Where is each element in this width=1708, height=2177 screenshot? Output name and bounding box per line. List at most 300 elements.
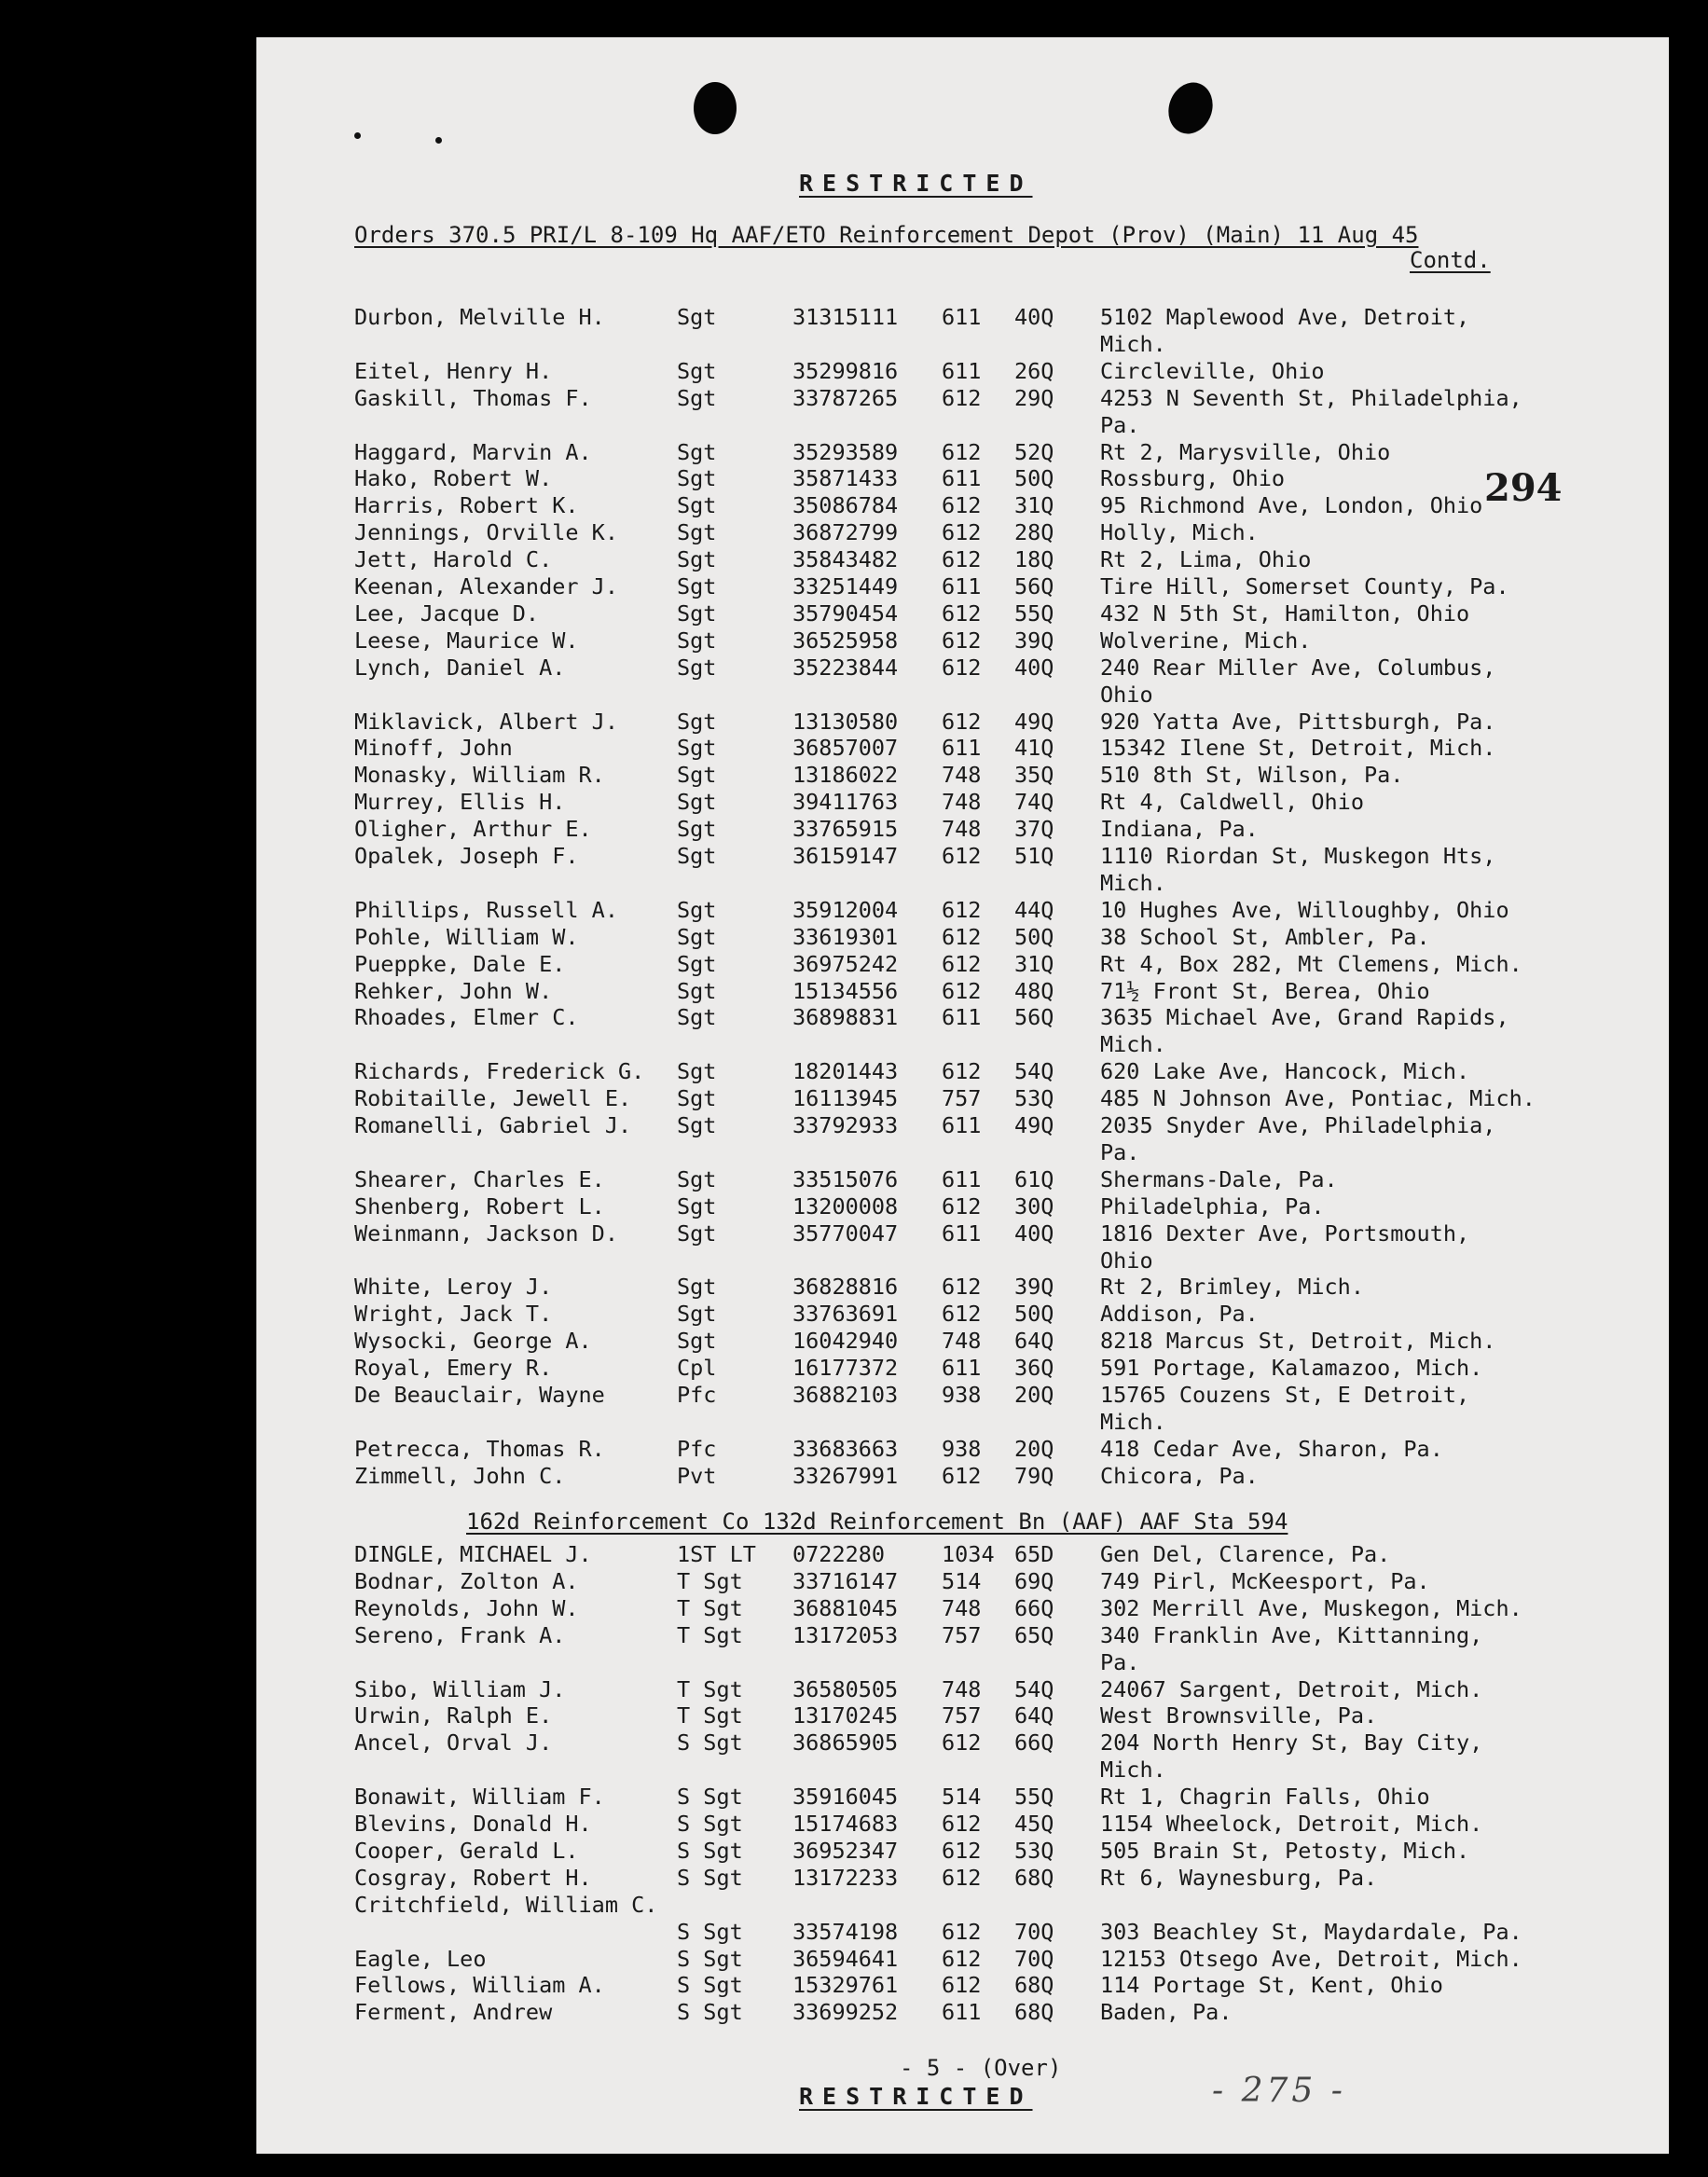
- cell-name: Wysocki, George A.: [354, 1328, 592, 1355]
- cell-address-cont: Mich.: [1100, 1757, 1166, 1784]
- cell-name: Bonawit, William F.: [354, 1784, 605, 1811]
- cell-rank: S Sgt: [677, 1945, 743, 1972]
- cell-code: 69Q: [1014, 1567, 1054, 1594]
- cell-code: 52Q: [1014, 438, 1054, 465]
- classification-footer: RESTRICTED: [799, 2083, 1033, 2110]
- cell-address: 3635 Michael Ave, Grand Rapids,: [1100, 1004, 1509, 1031]
- orders-line: Orders 370.5 PRI/L 8-109 Hq AAF/ETO Reinforcement Depot (Prov) (Main) 11 Aug 45: [354, 222, 1419, 248]
- cell-address: Addison, Pa.: [1100, 1301, 1259, 1328]
- cell-rank: Sgt: [677, 708, 717, 735]
- cell-rank: Sgt: [677, 1328, 717, 1355]
- cell-address-cont: Ohio: [1100, 1247, 1153, 1274]
- cell-address-cont: Pa.: [1100, 1138, 1140, 1165]
- cell-name: Keenan, Alexander J.: [354, 573, 618, 599]
- cell-address: 10 Hughes Ave, Willoughby, Ohio: [1100, 896, 1509, 923]
- cell-mos: 612: [942, 923, 982, 950]
- cell-name: Lynch, Daniel A.: [354, 654, 566, 681]
- cell-rank: T Sgt: [677, 1621, 743, 1648]
- cell-rank: S Sgt: [677, 1864, 743, 1891]
- cell-name: Sereno, Frank A.: [354, 1621, 566, 1648]
- cell-rank: Sgt: [677, 789, 717, 816]
- cell-mos: 612: [942, 1058, 982, 1085]
- cell-asn: 33699252: [792, 1999, 899, 2026]
- cell-name: Miklavick, Albert J.: [354, 708, 618, 735]
- cell-mos: 611: [942, 1999, 982, 2026]
- cell-mos: 612: [942, 708, 982, 735]
- punch-hole-left: [694, 82, 737, 134]
- cell-code: 45Q: [1014, 1811, 1054, 1837]
- cell-code: 61Q: [1014, 1165, 1054, 1192]
- cell-name: Wright, Jack T.: [354, 1301, 553, 1328]
- cell-address-cont: Ohio: [1100, 681, 1153, 708]
- speck: [354, 132, 361, 139]
- cell-address: 302 Merrill Ave, Muskegon, Mich.: [1100, 1594, 1522, 1621]
- cell-code: 20Q: [1014, 1435, 1054, 1462]
- cell-mos: 748: [942, 1328, 982, 1355]
- cell-code: 53Q: [1014, 1837, 1054, 1864]
- cell-mos: 612: [942, 977, 982, 1004]
- cell-name: Urwin, Ralph E.: [354, 1702, 553, 1729]
- cell-mos: 612: [942, 599, 982, 627]
- cell-rank: Sgt: [677, 357, 717, 384]
- cell-name: Ancel, Orval J.: [354, 1729, 553, 1757]
- cell-name: Opalek, Joseph F.: [354, 843, 579, 869]
- cell-name: Weinmann, Jackson D.: [354, 1219, 618, 1247]
- cell-asn: 36525958: [792, 627, 899, 654]
- cell-mos: 611: [942, 465, 982, 492]
- cell-rank: Sgt: [677, 654, 717, 681]
- cell-rank: S Sgt: [677, 1811, 743, 1837]
- cell-address: 505 Brain St, Petosty, Mich.: [1100, 1837, 1470, 1864]
- cell-code: 49Q: [1014, 708, 1054, 735]
- cell-code: 29Q: [1014, 384, 1054, 411]
- cell-mos: 612: [942, 1192, 982, 1219]
- cell-rank: Sgt: [677, 1192, 717, 1219]
- cell-asn: 33251449: [792, 573, 899, 599]
- cell-name: Fellows, William A.: [354, 1972, 605, 1999]
- cell-mos: 748: [942, 762, 982, 789]
- stamped-page-number: 294: [1484, 466, 1563, 510]
- cell-asn: 36952347: [792, 1837, 899, 1864]
- cell-name: Pueppke, Dale E.: [354, 950, 566, 977]
- cell-address: 4253 N Seventh St, Philadelphia,: [1100, 384, 1522, 411]
- cell-mos: 748: [942, 1675, 982, 1702]
- cell-asn: 36881045: [792, 1594, 899, 1621]
- cell-address: 15342 Ilene St, Detroit, Mich.: [1100, 735, 1496, 762]
- cell-name: Eagle, Leo: [354, 1945, 487, 1972]
- cell-rank: Sgt: [677, 304, 717, 330]
- cell-name: DINGLE, MICHAEL J.: [354, 1541, 592, 1567]
- cell-mos: 611: [942, 1112, 982, 1138]
- cell-name: Zimmell, John C.: [354, 1462, 566, 1489]
- cell-code: 31Q: [1014, 492, 1054, 519]
- cell-address: Rossburg, Ohio: [1100, 465, 1286, 492]
- cell-address: Baden, Pa.: [1100, 1999, 1233, 2026]
- cell-asn: 13172233: [792, 1864, 899, 1891]
- cell-code: 65Q: [1014, 1621, 1054, 1648]
- cell-name: Hako, Robert W.: [354, 465, 553, 492]
- cell-asn: 35843482: [792, 546, 899, 573]
- cell-address: Rt 2, Marysville, Ohio: [1100, 438, 1391, 465]
- cell-name: Ferment, Andrew: [354, 1999, 553, 2026]
- cell-address: Rt 6, Waynesburg, Pa.: [1100, 1864, 1378, 1891]
- cell-mos: 612: [942, 1945, 982, 1972]
- classification-header: RESTRICTED: [799, 170, 1033, 197]
- cell-asn: 36857007: [792, 735, 899, 762]
- cell-address: 418 Cedar Ave, Sharon, Pa.: [1100, 1435, 1443, 1462]
- cell-address: 1816 Dexter Ave, Portsmouth,: [1100, 1219, 1470, 1247]
- cell-address: 340 Franklin Ave, Kittanning,: [1100, 1621, 1483, 1648]
- cell-code: 64Q: [1014, 1702, 1054, 1729]
- cell-code: 68Q: [1014, 1972, 1054, 1999]
- cell-asn: 33574198: [792, 1918, 899, 1945]
- cell-address: 920 Yatta Ave, Pittsburgh, Pa.: [1100, 708, 1496, 735]
- cell-asn: 33619301: [792, 923, 899, 950]
- cell-asn: 33763691: [792, 1301, 899, 1328]
- cell-asn: 35912004: [792, 896, 899, 923]
- cell-rank: Pvt: [677, 1462, 717, 1489]
- cell-rank: Sgt: [677, 1004, 717, 1031]
- cell-code: 66Q: [1014, 1594, 1054, 1621]
- cell-asn: 35790454: [792, 599, 899, 627]
- cell-asn: 36828816: [792, 1274, 899, 1301]
- cell-code: 56Q: [1014, 1004, 1054, 1031]
- cell-code: 20Q: [1014, 1382, 1054, 1408]
- cell-asn: 13200008: [792, 1192, 899, 1219]
- cell-asn: 18201443: [792, 1058, 899, 1085]
- cell-mos: 612: [942, 654, 982, 681]
- cell-mos: 611: [942, 573, 982, 599]
- cell-name: Lee, Jacque D.: [354, 599, 540, 627]
- cell-asn: 13170245: [792, 1702, 899, 1729]
- cell-asn: 35086784: [792, 492, 899, 519]
- cell-address-cont: Mich.: [1100, 1031, 1166, 1058]
- cell-mos: 748: [942, 1594, 982, 1621]
- cell-name: Blevins, Donald H.: [354, 1811, 592, 1837]
- cell-address-cont: Pa.: [1100, 1648, 1140, 1675]
- cell-rank: S Sgt: [677, 1729, 743, 1757]
- cell-rank: S Sgt: [677, 1918, 743, 1945]
- cell-address: Rt 2, Lima, Ohio: [1100, 546, 1312, 573]
- cell-address: 71½ Front St, Berea, Ohio: [1100, 977, 1430, 1004]
- cell-code: 28Q: [1014, 519, 1054, 546]
- cell-rank: Pfc: [677, 1435, 717, 1462]
- cell-name: Cooper, Gerald L.: [354, 1837, 579, 1864]
- cell-mos: 612: [942, 546, 982, 573]
- cell-asn: 36882103: [792, 1382, 899, 1408]
- cell-rank: Sgt: [677, 465, 717, 492]
- cell-code: 41Q: [1014, 735, 1054, 762]
- cell-mos: 757: [942, 1702, 982, 1729]
- cell-name: Reynolds, John W.: [354, 1594, 579, 1621]
- cell-rank: Sgt: [677, 599, 717, 627]
- cell-name: De Beauclair, Wayne: [354, 1382, 605, 1408]
- cell-mos: 611: [942, 1165, 982, 1192]
- cell-rank: Sgt: [677, 1274, 717, 1301]
- cell-address: Rt 2, Brimley, Mich.: [1100, 1274, 1364, 1301]
- cell-asn: 36898831: [792, 1004, 899, 1031]
- cell-code: 49Q: [1014, 1112, 1054, 1138]
- cell-address: Gen Del, Clarence, Pa.: [1100, 1541, 1391, 1567]
- cell-mos: 612: [942, 1972, 982, 1999]
- cell-asn: 36872799: [792, 519, 899, 546]
- cell-asn: 33267991: [792, 1462, 899, 1489]
- cell-address: 114 Portage St, Kent, Ohio: [1100, 1972, 1443, 1999]
- cell-asn: 33765915: [792, 816, 899, 843]
- cell-asn: 33716147: [792, 1567, 899, 1594]
- handwritten-page-number: - 275 -: [1212, 2072, 1346, 2110]
- cell-mos: 938: [942, 1382, 982, 1408]
- cell-name: Sibo, William J.: [354, 1675, 566, 1702]
- cell-address: 2035 Snyder Ave, Philadelphia,: [1100, 1112, 1496, 1138]
- cell-rank: T Sgt: [677, 1594, 743, 1621]
- cell-name: Eitel, Henry H.: [354, 357, 553, 384]
- cell-mos: 612: [942, 492, 982, 519]
- cell-mos: 611: [942, 304, 982, 330]
- cell-asn: 31315111: [792, 304, 899, 330]
- cell-address: 204 North Henry St, Bay City,: [1100, 1729, 1483, 1757]
- cell-asn: 35770047: [792, 1219, 899, 1247]
- cell-mos: 757: [942, 1621, 982, 1648]
- cell-address: 510 8th St, Wilson, Pa.: [1100, 762, 1404, 789]
- cell-address: 240 Rear Miller Ave, Columbus,: [1100, 654, 1496, 681]
- cell-address: Holly, Mich.: [1100, 519, 1259, 546]
- cell-address: 432 N 5th St, Hamilton, Ohio: [1100, 599, 1470, 627]
- cell-asn: 16113945: [792, 1085, 899, 1112]
- cell-rank: Sgt: [677, 1219, 717, 1247]
- cell-address: 15765 Couzens St, E Detroit,: [1100, 1382, 1470, 1408]
- cell-address: Rt 4, Box 282, Mt Clemens, Mich.: [1100, 950, 1522, 977]
- cell-address: 303 Beachley St, Maydardale, Pa.: [1100, 1918, 1522, 1945]
- cell-asn: 13130580: [792, 708, 899, 735]
- cell-code: 50Q: [1014, 1301, 1054, 1328]
- cell-address: Shermans-Dale, Pa.: [1100, 1165, 1338, 1192]
- cell-code: 68Q: [1014, 1864, 1054, 1891]
- cell-asn: 35871433: [792, 465, 899, 492]
- cell-mos: 748: [942, 789, 982, 816]
- cell-address: Tire Hill, Somerset County, Pa.: [1100, 573, 1509, 599]
- cell-asn: 16177372: [792, 1355, 899, 1382]
- cell-name: Rehker, John W.: [354, 977, 553, 1004]
- cell-mos: 612: [942, 1274, 982, 1301]
- speck: [435, 137, 442, 144]
- cell-name: Petrecca, Thomas R.: [354, 1435, 605, 1462]
- cell-mos: 612: [942, 1811, 982, 1837]
- cell-rank: Sgt: [677, 816, 717, 843]
- cell-rank: Sgt: [677, 627, 717, 654]
- cell-name: Shearer, Charles E.: [354, 1165, 605, 1192]
- cell-name: Pohle, William W.: [354, 923, 579, 950]
- cell-rank: Sgt: [677, 843, 717, 869]
- cell-mos: 611: [942, 1004, 982, 1031]
- cell-rank: Sgt: [677, 1112, 717, 1138]
- cell-address: Rt 4, Caldwell, Ohio: [1100, 789, 1364, 816]
- cell-asn: 36594641: [792, 1945, 899, 1972]
- cell-name: Jett, Harold C.: [354, 546, 553, 573]
- cell-name: Monasky, William R.: [354, 762, 605, 789]
- cell-name: Critchfield, William C.: [354, 1891, 658, 1918]
- cell-name: Robitaille, Jewell E.: [354, 1085, 632, 1112]
- cell-code: 26Q: [1014, 357, 1054, 384]
- cell-address-cont: Mich.: [1100, 1408, 1166, 1435]
- cell-code: 35Q: [1014, 762, 1054, 789]
- cell-asn: 35293589: [792, 438, 899, 465]
- cell-mos: 612: [942, 1462, 982, 1489]
- cell-rank: S Sgt: [677, 1999, 743, 2026]
- cell-code: 40Q: [1014, 304, 1054, 330]
- cell-asn: 36580505: [792, 1675, 899, 1702]
- cell-name: Shenberg, Robert L.: [354, 1192, 605, 1219]
- cell-code: 40Q: [1014, 654, 1054, 681]
- cell-rank: Sgt: [677, 762, 717, 789]
- cell-name: Murrey, Ellis H.: [354, 789, 566, 816]
- cell-code: 30Q: [1014, 1192, 1054, 1219]
- cell-code: 66Q: [1014, 1729, 1054, 1757]
- cell-address: West Brownsville, Pa.: [1100, 1702, 1378, 1729]
- page-footer: - 5 - (Over): [900, 2055, 1062, 2081]
- cell-name: Gaskill, Thomas F.: [354, 384, 592, 411]
- cell-address-cont: Pa.: [1100, 411, 1140, 438]
- cell-mos: 612: [942, 896, 982, 923]
- cell-rank: Sgt: [677, 384, 717, 411]
- cell-name: Cosgray, Robert H.: [354, 1864, 592, 1891]
- cell-rank: T Sgt: [677, 1567, 743, 1594]
- cell-asn: 33787265: [792, 384, 899, 411]
- cell-name: Rhoades, Elmer C.: [354, 1004, 579, 1031]
- cell-mos: 611: [942, 357, 982, 384]
- cell-rank: T Sgt: [677, 1675, 743, 1702]
- cell-code: 54Q: [1014, 1675, 1054, 1702]
- cell-address: 8218 Marcus St, Detroit, Mich.: [1100, 1328, 1496, 1355]
- cell-name: White, Leroy J.: [354, 1274, 553, 1301]
- cell-code: 31Q: [1014, 950, 1054, 977]
- cell-mos: 611: [942, 1219, 982, 1247]
- cell-mos: 611: [942, 1355, 982, 1382]
- cell-rank: Sgt: [677, 735, 717, 762]
- cell-rank: Sgt: [677, 1085, 717, 1112]
- cell-rank: Sgt: [677, 438, 717, 465]
- cell-address: 24067 Sargent, Detroit, Mich.: [1100, 1675, 1483, 1702]
- cell-address: 5102 Maplewood Ave, Detroit,: [1100, 304, 1470, 330]
- cell-asn: 39411763: [792, 789, 899, 816]
- cell-code: 37Q: [1014, 816, 1054, 843]
- cell-address: Chicora, Pa.: [1100, 1462, 1259, 1489]
- cell-address: Philadelphia, Pa.: [1100, 1192, 1325, 1219]
- cell-asn: 35223844: [792, 654, 899, 681]
- cell-rank: Sgt: [677, 573, 717, 599]
- cell-code: 55Q: [1014, 599, 1054, 627]
- cell-rank: Sgt: [677, 977, 717, 1004]
- cell-address: 485 N Johnson Ave, Pontiac, Mich.: [1100, 1085, 1536, 1112]
- cell-code: 40Q: [1014, 1219, 1054, 1247]
- cell-code: 44Q: [1014, 896, 1054, 923]
- cell-name: Royal, Emery R.: [354, 1355, 553, 1382]
- cell-address: 620 Lake Ave, Hancock, Mich.: [1100, 1058, 1470, 1085]
- cell-asn: 15134556: [792, 977, 899, 1004]
- cell-mos: 612: [942, 950, 982, 977]
- cell-code: 65D: [1014, 1541, 1054, 1567]
- cell-code: 50Q: [1014, 465, 1054, 492]
- cell-rank: Sgt: [677, 546, 717, 573]
- cell-name: Oligher, Arthur E.: [354, 816, 592, 843]
- cell-address: Wolverine, Mich.: [1100, 627, 1312, 654]
- cell-rank: S Sgt: [677, 1837, 743, 1864]
- cell-asn: 15174683: [792, 1811, 899, 1837]
- cell-mos: 514: [942, 1567, 982, 1594]
- cell-address-cont: Mich.: [1100, 330, 1166, 357]
- cell-code: 74Q: [1014, 789, 1054, 816]
- cell-address: Circleville, Ohio: [1100, 357, 1325, 384]
- cell-mos: 612: [942, 519, 982, 546]
- cell-asn: 33515076: [792, 1165, 899, 1192]
- cell-code: 51Q: [1014, 843, 1054, 869]
- cell-code: 36Q: [1014, 1355, 1054, 1382]
- cell-code: 70Q: [1014, 1945, 1054, 1972]
- cell-rank: Sgt: [677, 1058, 717, 1085]
- continued-label: Contd.: [1410, 247, 1491, 273]
- section-heading: 162d Reinforcement Co 132d Reinforcement Bn (AAF) AAF Sta 594: [466, 1509, 1288, 1535]
- cell-rank: Sgt: [677, 1301, 717, 1328]
- cell-address-cont: Mich.: [1100, 869, 1166, 896]
- cell-rank: Pfc: [677, 1382, 717, 1408]
- cell-code: 56Q: [1014, 573, 1054, 599]
- cell-address: Rt 1, Chagrin Falls, Ohio: [1100, 1784, 1430, 1811]
- cell-mos: 757: [942, 1085, 982, 1112]
- cell-name: Haggard, Marvin A.: [354, 438, 592, 465]
- cell-name: Phillips, Russell A.: [354, 896, 618, 923]
- cell-address: Indiana, Pa.: [1100, 816, 1259, 843]
- cell-code: 39Q: [1014, 1274, 1054, 1301]
- cell-mos: 1034: [942, 1541, 995, 1567]
- cell-mos: 612: [942, 438, 982, 465]
- cell-address: 1110 Riordan St, Muskegon Hts,: [1100, 843, 1496, 869]
- cell-rank: Cpl: [677, 1355, 717, 1382]
- cell-name: Leese, Maurice W.: [354, 627, 579, 654]
- cell-rank: Sgt: [677, 923, 717, 950]
- cell-rank: Sgt: [677, 950, 717, 977]
- cell-code: 55Q: [1014, 1784, 1054, 1811]
- cell-name: Durbon, Melville H.: [354, 304, 605, 330]
- cell-code: 68Q: [1014, 1999, 1054, 2026]
- cell-asn: 13172053: [792, 1621, 899, 1648]
- cell-asn: 33792933: [792, 1112, 899, 1138]
- cell-code: 18Q: [1014, 546, 1054, 573]
- cell-code: 64Q: [1014, 1328, 1054, 1355]
- cell-mos: 612: [942, 1837, 982, 1864]
- cell-rank: Sgt: [677, 1165, 717, 1192]
- cell-mos: 612: [942, 1729, 982, 1757]
- cell-mos: 748: [942, 816, 982, 843]
- cell-asn: 15329761: [792, 1972, 899, 1999]
- cell-code: 79Q: [1014, 1462, 1054, 1489]
- cell-mos: 612: [942, 843, 982, 869]
- cell-name: Bodnar, Zolton A.: [354, 1567, 579, 1594]
- cell-name: Richards, Frederick G.: [354, 1058, 645, 1085]
- cell-address: 38 School St, Ambler, Pa.: [1100, 923, 1430, 950]
- cell-mos: 514: [942, 1784, 982, 1811]
- cell-rank: S Sgt: [677, 1784, 743, 1811]
- cell-mos: 938: [942, 1435, 982, 1462]
- cell-code: 70Q: [1014, 1918, 1054, 1945]
- cell-asn: 13186022: [792, 762, 899, 789]
- cell-address: 1154 Wheelock, Detroit, Mich.: [1100, 1811, 1483, 1837]
- cell-mos: 612: [942, 1918, 982, 1945]
- cell-address: 591 Portage, Kalamazoo, Mich.: [1100, 1355, 1483, 1382]
- cell-asn: 16042940: [792, 1328, 899, 1355]
- cell-mos: 611: [942, 735, 982, 762]
- cell-asn: 35916045: [792, 1784, 899, 1811]
- cell-rank: 1ST LT: [677, 1541, 756, 1567]
